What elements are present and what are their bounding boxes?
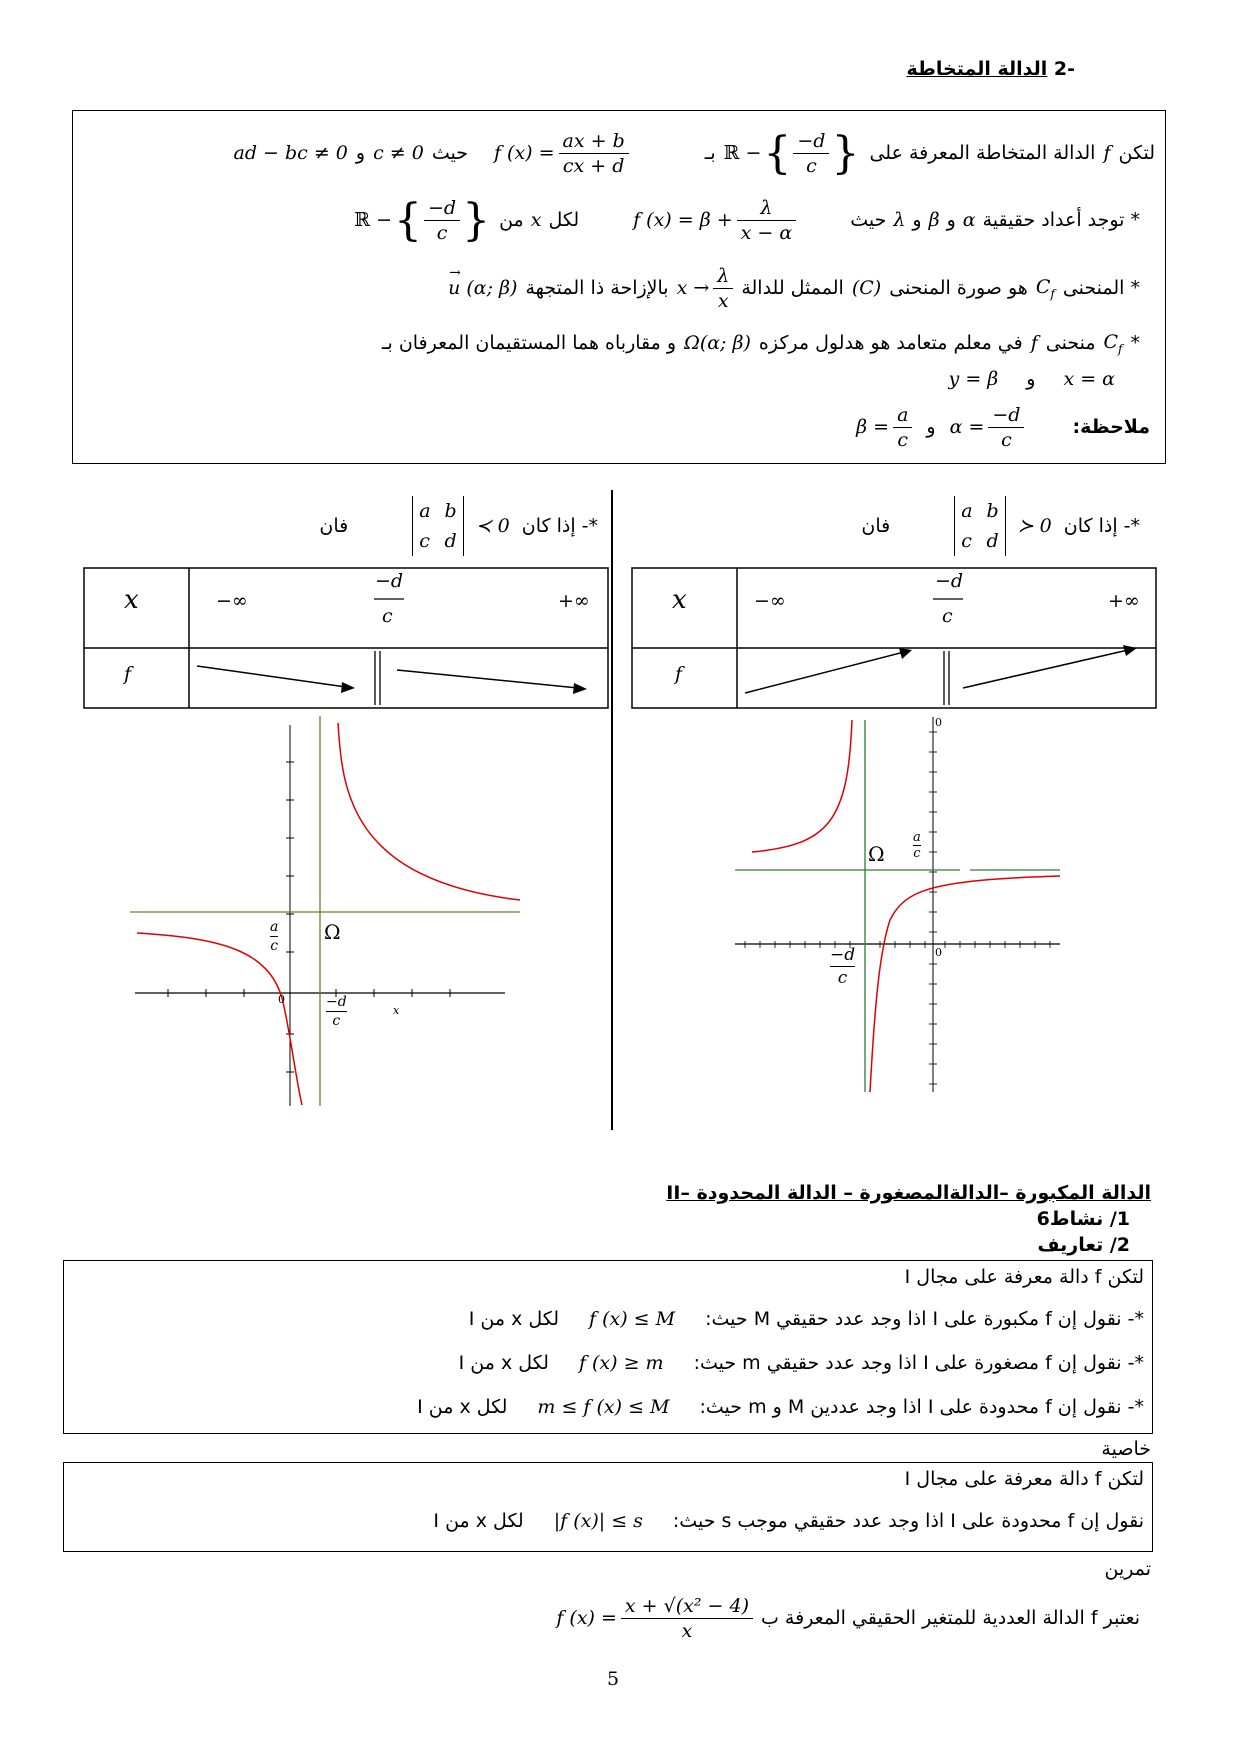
math-cond: ≺ 0: [475, 515, 510, 537]
def-bounded-above: [469, 1308, 1144, 1330]
plus-infinity: +∞: [558, 590, 590, 612]
property-line: لتكن f دالة معرفة على مجال I: [904, 1468, 1144, 1490]
text: لكل x من I: [417, 1396, 508, 1418]
label-c: c: [837, 968, 848, 988]
text: *: [1130, 332, 1140, 354]
math-vector: → u (α; β): [448, 265, 518, 299]
math-lambda: λ: [893, 209, 906, 231]
math-beta: β =: [856, 416, 890, 438]
graph-right-neg-d-over-c: [830, 944, 855, 989]
activity-heading: 1/ نشاط6: [1036, 1208, 1130, 1230]
definitions-heading: 2/ تعاريف: [1037, 1234, 1130, 1256]
text: منحنى: [1045, 332, 1096, 354]
hyperbola-branch: [752, 720, 852, 852]
math-ineq: m ≤ f (x) ≤ M: [537, 1396, 670, 1418]
cf: C: [1035, 275, 1051, 298]
det-b: b: [444, 500, 457, 522]
det-b: b: [986, 500, 999, 522]
graph-left: [130, 716, 520, 1106]
frac-num: a: [893, 403, 912, 428]
page-number: 5: [607, 1668, 620, 1690]
pole-den: c: [382, 605, 393, 627]
text: و مقارباه هما المستقيمان المعرفان بـ: [381, 332, 677, 354]
text: *- نقول إن f مصغورة على I اذا وجد عدد حقيقي m حيث:: [693, 1352, 1144, 1374]
math-C: (C): [851, 277, 882, 299]
section-ii-title: II– الدالة المكبورة –الدالةالمصغورة – الدالة المحدودة: [666, 1182, 1151, 1204]
math-eq1: x = α: [1063, 368, 1115, 390]
text: لتكن: [1118, 142, 1155, 164]
math-ineq: |f (x)| ≤ s: [553, 1510, 643, 1532]
text: لكل x من I: [458, 1352, 549, 1374]
text: حيث: [850, 209, 887, 231]
property-heading: خاصية: [1101, 1438, 1151, 1460]
math-ineq: f (x) ≤ M: [589, 1308, 676, 1330]
graph-left-a-over-c: [270, 918, 278, 955]
hyperbola-branch: [870, 876, 1060, 1092]
table-x-label: x: [672, 585, 687, 615]
math-omega: Ω(α; β): [684, 332, 751, 354]
minus-infinity: −∞: [754, 590, 786, 612]
text: الدالة المتخاطة المعرفة على: [869, 142, 1096, 164]
table-f-label: f: [124, 663, 132, 685]
def-line: لتكن f دالة معرفة على مجال I: [904, 1266, 1144, 1288]
y-axis-top-label: 0: [935, 716, 942, 729]
math-cond1: c ≠ 0: [373, 142, 424, 164]
hyperbola-branch: [137, 933, 302, 1105]
pole-num: −d: [935, 570, 964, 592]
text: و: [1026, 368, 1036, 390]
det-a: a: [961, 500, 973, 522]
text: نقول إن f محدودة على I اذا وجد عدد حقيقي موجب s حيث:: [672, 1510, 1144, 1532]
det-a: a: [419, 500, 431, 522]
frac-num: λ: [737, 196, 797, 221]
frac-num: −d: [793, 129, 829, 154]
text: لكل: [548, 209, 580, 231]
graph-right: [735, 717, 1060, 1092]
note-label: ملاحظة:: [1072, 416, 1150, 438]
minus-infinity: −∞: [216, 590, 248, 612]
text: *- إذا كان: [521, 515, 598, 537]
math-alpha: α =: [949, 416, 985, 438]
label-c: c: [913, 846, 921, 861]
text: حيث: [431, 142, 468, 164]
math-alpha: α: [962, 209, 976, 231]
frac-den: c: [436, 221, 448, 244]
det-d: d: [986, 530, 999, 552]
text: و: [912, 209, 922, 231]
x-axis-label: x: [393, 1004, 400, 1017]
pole-den: c: [942, 605, 953, 627]
text: لكل x من I: [433, 1510, 524, 1532]
domain-expr: ℝ − { $\frac{-d}{c}$ }: [354, 194, 491, 246]
math-cond2: ad − bc ≠ 0: [233, 142, 348, 164]
label-a: a: [913, 830, 921, 845]
math-map: x →: [676, 277, 710, 299]
omega-label: Ω: [868, 842, 885, 866]
exercise-formula: [556, 1594, 753, 1643]
origin-label: 0: [935, 946, 942, 959]
text: هو صورة المنحنى: [889, 277, 1028, 299]
text: بالإزاحة ذا المتجهة: [525, 277, 669, 299]
hyperbola-branch: [338, 723, 520, 900]
text: * المنحنى: [1062, 277, 1140, 299]
frac-num: −d: [988, 403, 1024, 428]
section-title-text: الدالة المتخاطة: [906, 58, 1048, 80]
text: و: [355, 142, 366, 164]
domain-expr: ℝ − { $\frac{-d}{c}$ }: [723, 127, 860, 179]
frac-den: c: [806, 154, 817, 177]
math-domain: ℝ −: [723, 142, 762, 164]
frac-num: −d: [424, 196, 460, 221]
origin-label: 0: [278, 993, 285, 1006]
math-x: x: [530, 209, 542, 231]
graph-right-a-over-c: [913, 830, 921, 861]
omega-label: Ω: [324, 920, 341, 944]
frac-num: λ: [713, 264, 733, 289]
text: *- نقول إن f محدودة على I اذا وجد عددين M و m حيث:: [699, 1396, 1144, 1418]
text: نعتبر f الدالة العددية للمتغير الحقيقي المعرفة ب: [761, 1607, 1140, 1629]
cf: C: [1103, 330, 1119, 353]
math-cond: ≻ 0: [1017, 515, 1052, 537]
text: و: [946, 209, 956, 231]
math-f: f: [1103, 142, 1111, 164]
frac-den: x − α: [740, 221, 793, 244]
text: فان: [319, 515, 349, 537]
exercise-heading: تمرين: [1104, 1558, 1151, 1580]
text: *- نقول إن f مكبورة على I اذا وجد عدد حقيقي M حيث:: [705, 1308, 1144, 1330]
det-c: c: [961, 530, 972, 552]
table-f-label: f: [675, 663, 683, 685]
label-c: c: [332, 1013, 341, 1029]
text: *- إذا كان: [1063, 515, 1140, 537]
pole-num: −d: [375, 570, 404, 592]
text: من: [499, 209, 524, 231]
graph-left-neg-d-over-c: [326, 993, 347, 1030]
text: فان: [861, 515, 891, 537]
section-number: -2: [1053, 58, 1075, 80]
text: بـ: [704, 142, 716, 164]
det-d: d: [444, 530, 457, 552]
cf-sub: f: [1050, 286, 1055, 301]
text: و: [926, 416, 936, 438]
label-c: c: [270, 938, 279, 954]
math-formula: f (x) = β +: [633, 209, 733, 231]
label-a: a: [270, 919, 279, 935]
label-neg-d: −d: [830, 945, 856, 965]
cf-sub: f: [1118, 341, 1123, 356]
math-lhs: f (x) =: [556, 1607, 617, 1629]
math-f: f: [1030, 332, 1038, 354]
text: لكل x من I: [468, 1308, 560, 1330]
exercise-line: [556, 1586, 1140, 1650]
text: في معلم متعامد هو هدلول مركزه: [758, 332, 1023, 354]
frac-num: ax + b: [559, 129, 629, 154]
frac-den: x: [717, 289, 729, 312]
label-neg-d: −d: [326, 994, 347, 1010]
plus-infinity: +∞: [1108, 590, 1140, 612]
math-domain: ℝ −: [354, 209, 392, 231]
def-bounded: [417, 1396, 1144, 1418]
frac-num: x + √(x² − 4): [621, 1594, 753, 1619]
frac-den: x: [681, 1619, 693, 1642]
def-bounded-below: [459, 1352, 1144, 1374]
frac-den: cx + d: [562, 154, 625, 177]
property-bounded: [433, 1510, 1144, 1532]
table-x-label: x: [124, 585, 139, 615]
vector-text: u (α; β): [448, 277, 518, 299]
text: الممثل للدالة: [741, 277, 844, 299]
frac-den: c: [897, 428, 909, 451]
math-beta: β: [928, 209, 940, 231]
math-fx: f (x) =: [493, 142, 555, 164]
frac-den: c: [1001, 428, 1012, 451]
text: * توجد أعداد حقيقية: [982, 209, 1140, 231]
math-ineq: f (x) ≥ m: [578, 1352, 664, 1374]
det-c: c: [419, 530, 430, 552]
math-eq2: y = β: [948, 368, 999, 390]
